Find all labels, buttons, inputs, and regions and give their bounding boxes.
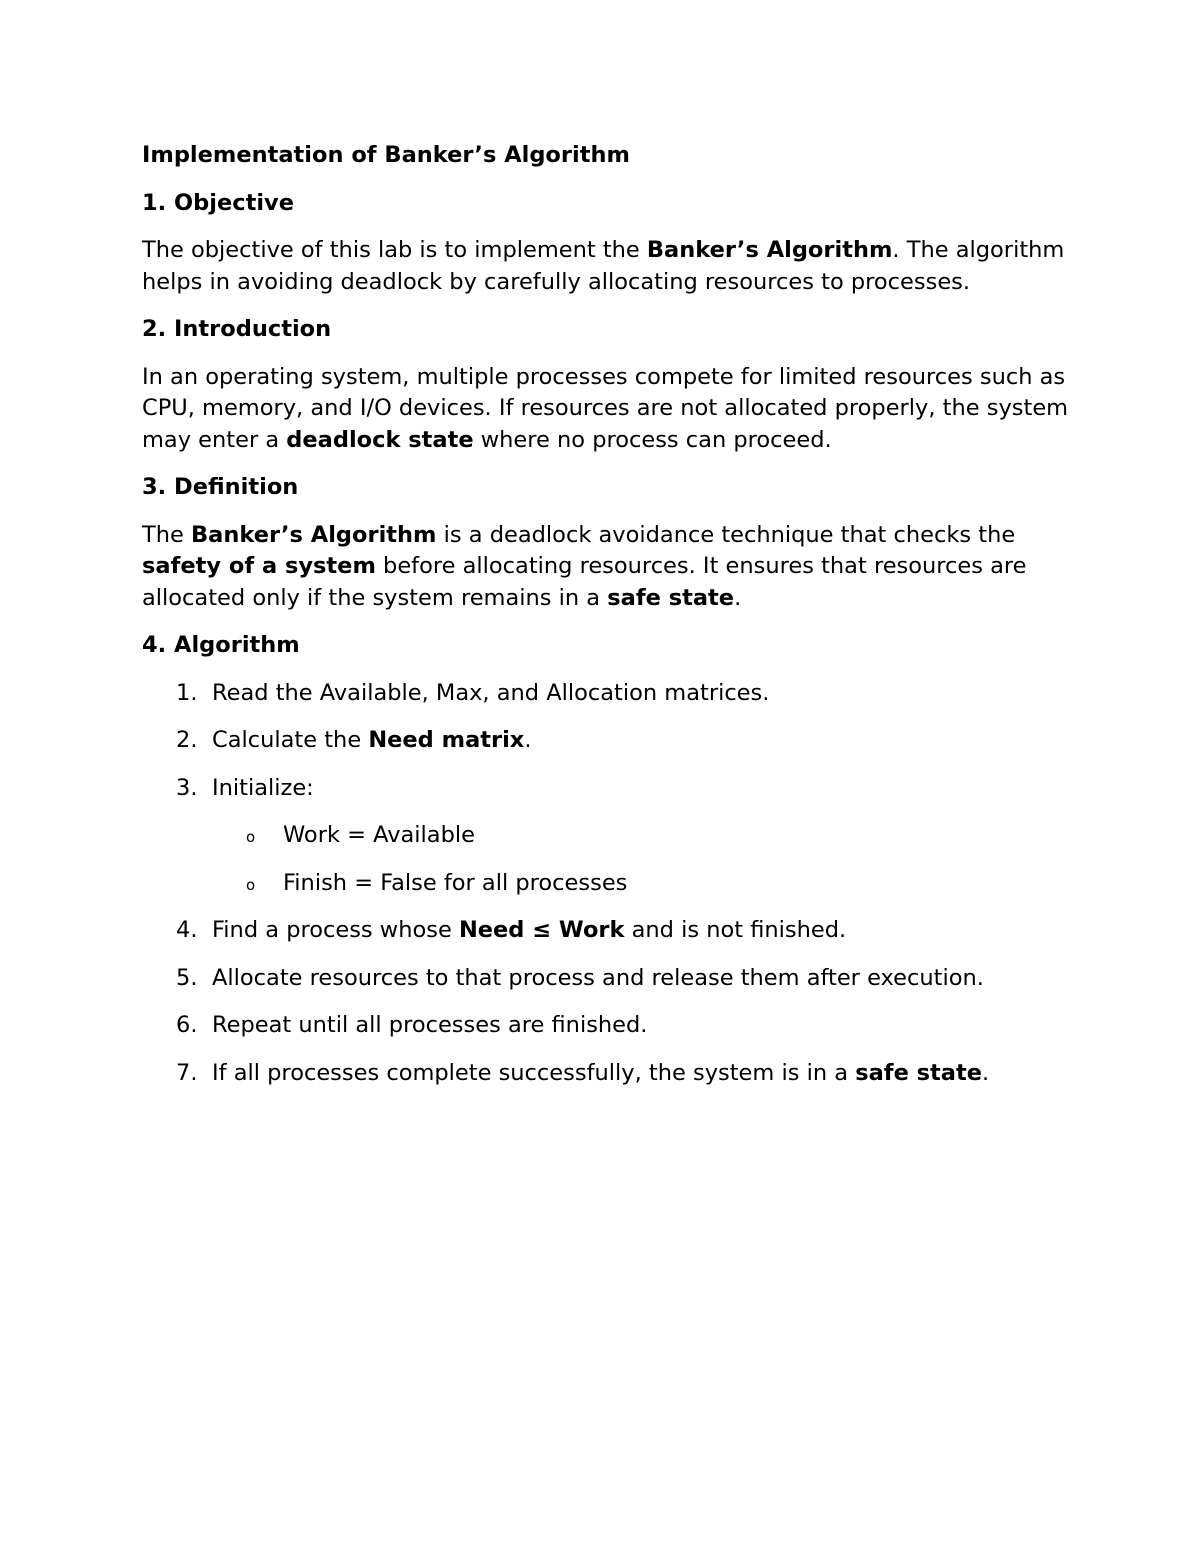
list-item-text: Initialize: <box>212 774 314 801</box>
section-heading-objective: 1. Objective <box>142 189 294 216</box>
list-number: 6. <box>176 1012 198 1038</box>
text-run: . <box>524 727 532 753</box>
text-run: The <box>142 521 191 548</box>
list-number: 7. <box>176 1059 198 1086</box>
text-run: is a deadlock avoidance technique that checks the <box>436 521 1016 548</box>
document-title: Implementation of Banker’s Algorithm <box>142 142 630 168</box>
bold-term: Banker’s Algorithm <box>191 521 437 548</box>
definition-paragraph <box>142 520 1072 615</box>
list-item-text: Read the Available, Max, and Allocation matrices. <box>212 679 770 706</box>
list-number: 1. <box>176 679 198 706</box>
bold-term: safe state <box>607 584 735 611</box>
text-run: The objective of this lab is to implement the <box>142 237 647 263</box>
bold-term: safety of a system <box>142 553 376 579</box>
bold-term: Need matrix <box>368 727 525 753</box>
objective-paragraph <box>142 235 1072 298</box>
circle-bullet-icon: o <box>246 875 256 894</box>
bold-term: Need ≤ Work <box>458 917 625 943</box>
algorithm-steps-list <box>142 678 1072 1090</box>
introduction-paragraph <box>142 362 1072 457</box>
sub-list <box>212 820 1072 899</box>
bold-term: deadlock state <box>286 426 474 453</box>
list-item <box>142 725 1072 757</box>
list-number: 5. <box>176 964 198 991</box>
circle-bullet-icon: o <box>246 828 256 846</box>
text-run: and is not finished. <box>624 917 847 943</box>
bold-term: Banker’s Algorithm <box>646 237 893 263</box>
sub-list-item-text: Finish = False for all processes <box>283 869 628 896</box>
list-number: 3. <box>176 774 198 801</box>
list-item-text: Repeat until all processes are finished. <box>212 1012 648 1038</box>
text-run: If all processes complete successfully, the system is in a <box>212 1059 856 1086</box>
bold-term: safe state <box>855 1059 983 1086</box>
text-run: . <box>982 1059 990 1086</box>
text-run: Calculate the <box>212 727 369 753</box>
list-item <box>142 915 1072 947</box>
sub-list-item <box>212 820 1072 852</box>
section-heading-algorithm: 4. Algorithm <box>142 632 300 658</box>
text-run: before allocating resources. It ensures that resources are allocated only if the system remains in a <box>142 553 1027 611</box>
text-run: . <box>734 584 742 611</box>
list-item-text: Allocate resources to that process and release them after execution. <box>212 964 984 991</box>
text-run: Find a process whose <box>212 917 459 943</box>
text-run: In an operating system, multiple processes compete for limited resources such as CPU, memory, and I/O devices. If resources are not allocated properly, the system may enter a <box>142 363 1069 453</box>
list-item <box>142 678 1072 710</box>
text-run: . The algorithm helps in avoiding deadlock by carefully allocating resources to processes. <box>142 237 1065 295</box>
list-item <box>142 773 1072 900</box>
section-heading-introduction: 2. Introduction <box>142 316 332 342</box>
list-item <box>142 1010 1072 1042</box>
sub-list-item-text: Work = Available <box>283 822 475 848</box>
list-number: 4. <box>176 917 198 943</box>
sub-list-item <box>212 868 1072 900</box>
text-run: where no process can proceed. <box>473 426 832 453</box>
list-number: 2. <box>176 727 198 753</box>
document-page <box>142 140 1072 1105</box>
list-item <box>142 1058 1072 1090</box>
list-item <box>142 963 1072 995</box>
section-heading-definition: 3. Definition <box>142 474 299 500</box>
